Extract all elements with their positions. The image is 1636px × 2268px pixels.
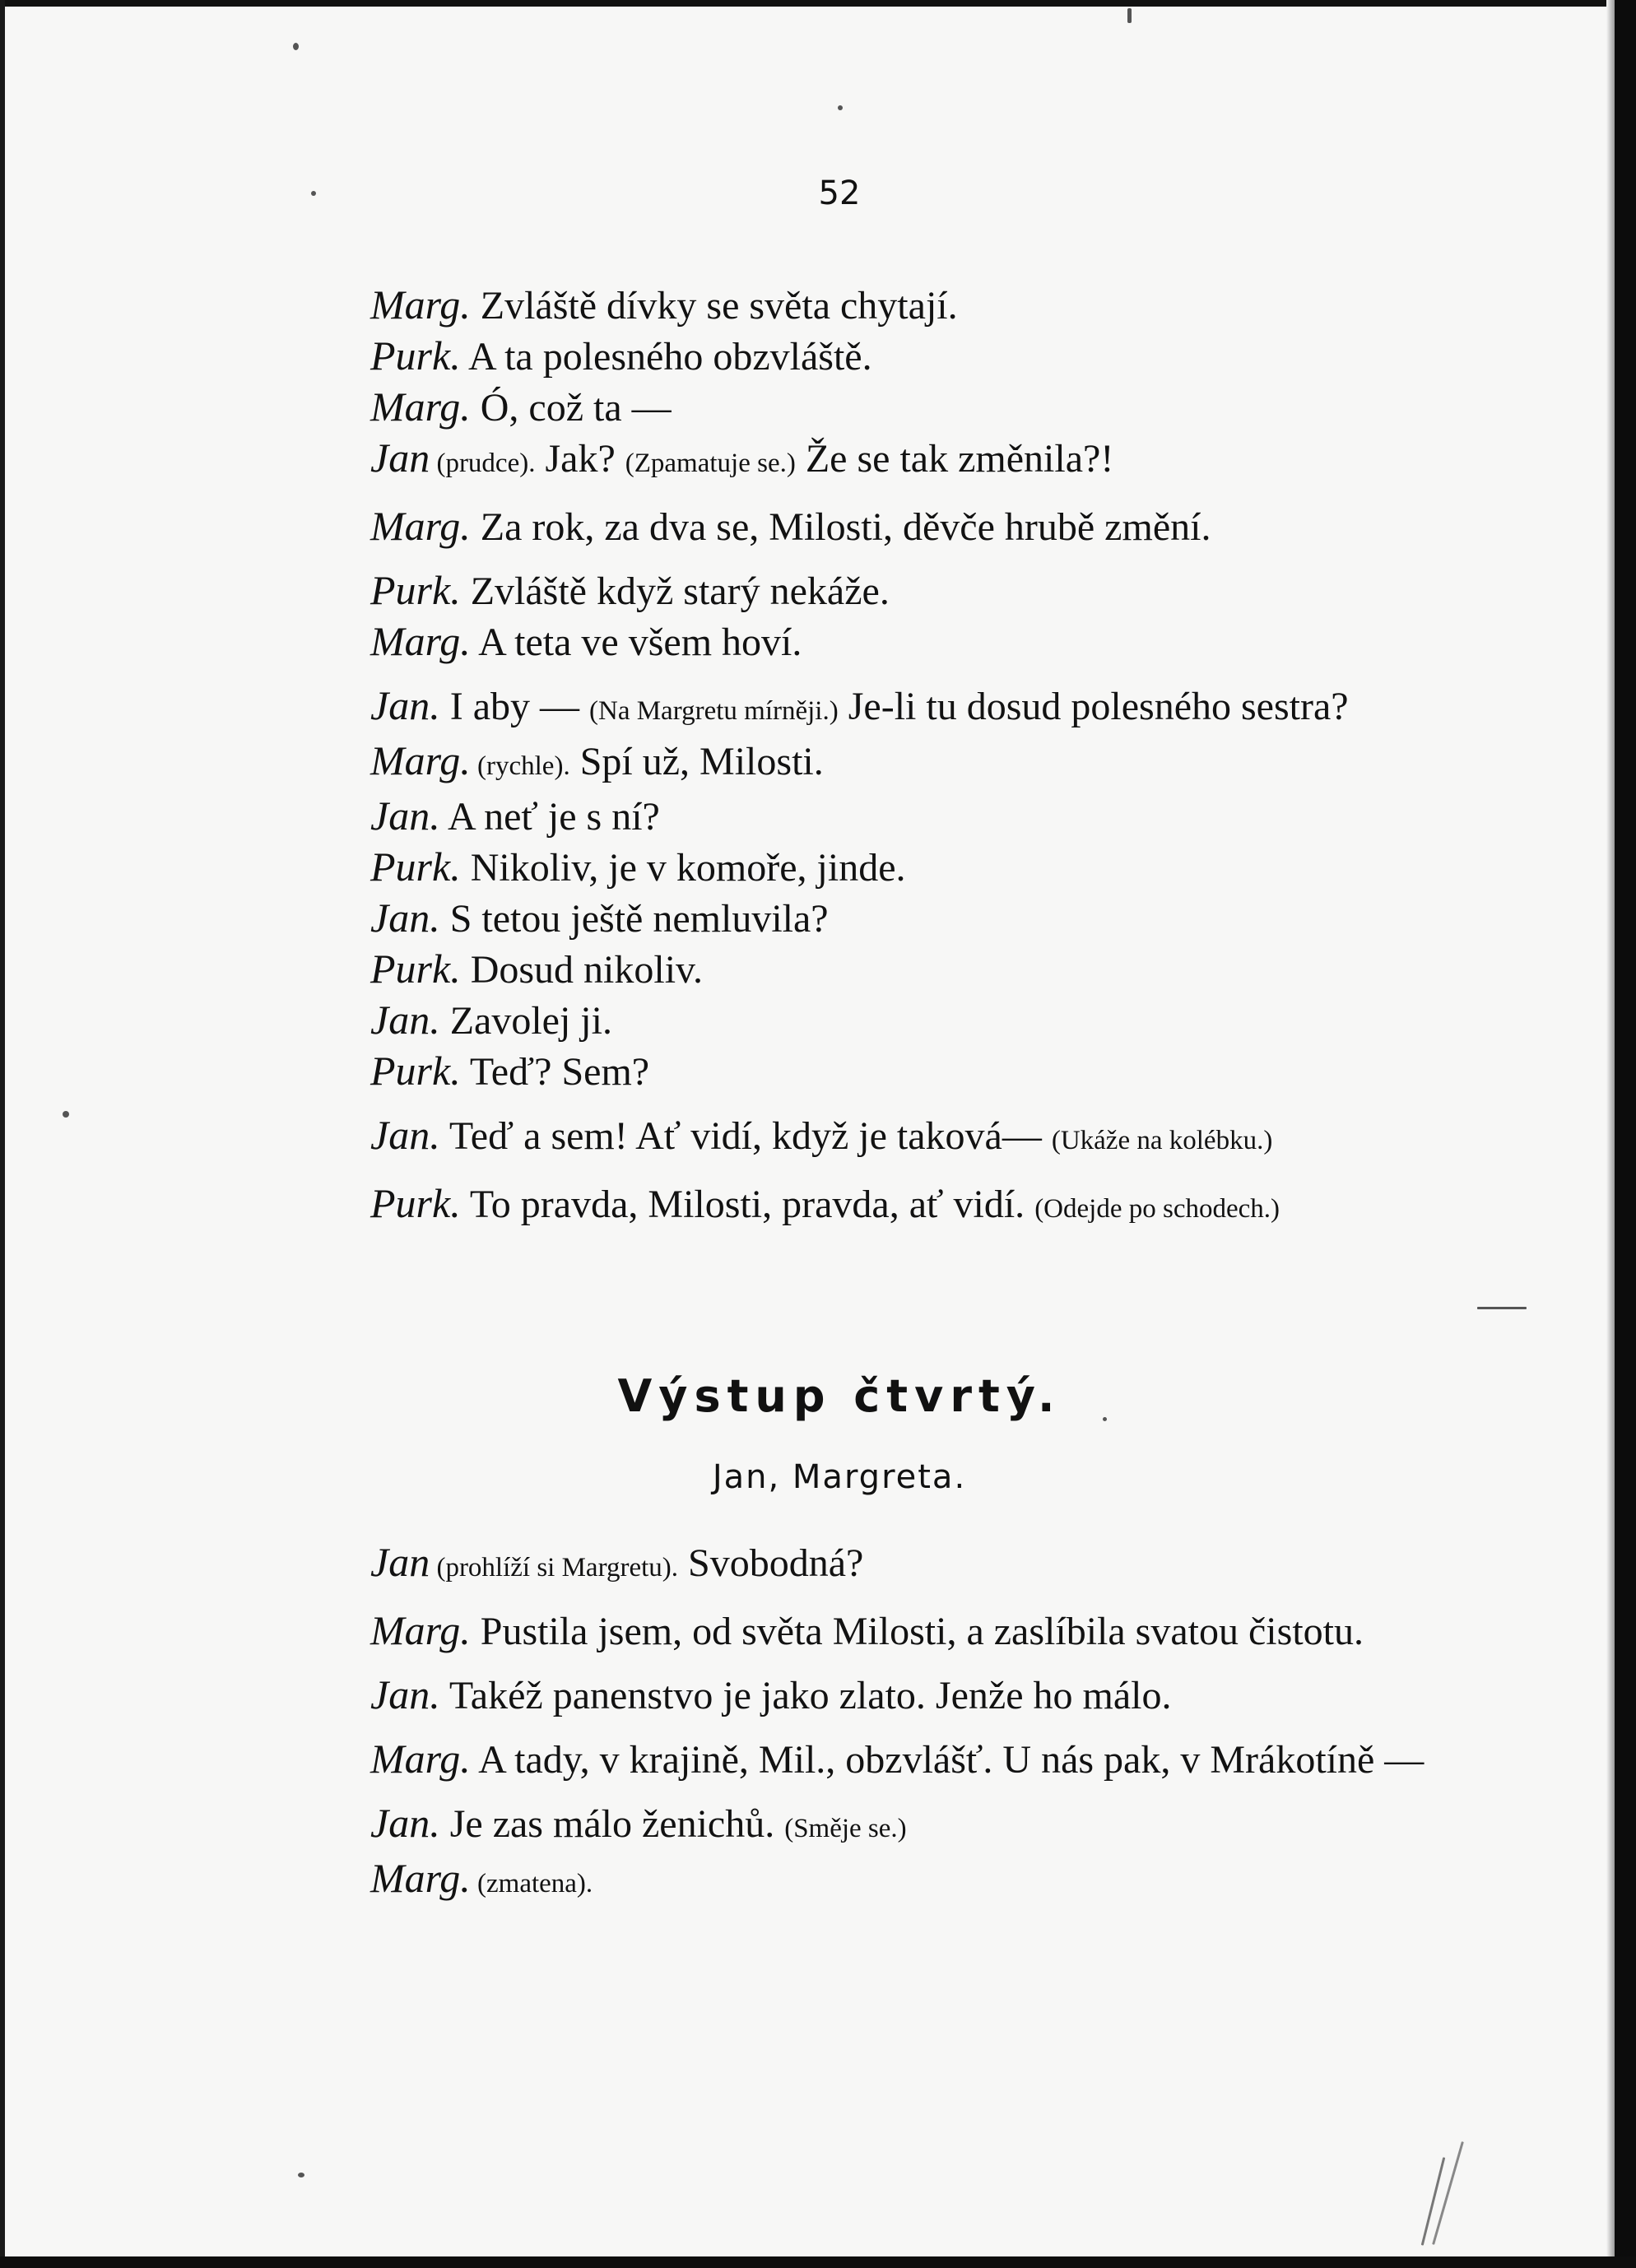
speaker-name: Marg.	[370, 503, 471, 549]
speaker-name: Marg.	[370, 1855, 471, 1901]
scene-heading: Výstup čtvrtý.	[617, 1370, 1062, 1422]
stage-direction: (Odejde po schodech.)	[1034, 1194, 1280, 1224]
dialogue-block	[268, 1537, 1425, 1908]
speaker-name: Marg.	[370, 737, 471, 783]
speaker-name: Jan.	[370, 895, 440, 941]
dialogue-line	[268, 681, 1425, 736]
speaker-name: Jan.	[370, 682, 440, 728]
speaker-name: Jan.	[370, 1671, 440, 1717]
scan-speck	[1477, 1307, 1527, 1309]
line-text: Spí už, Milosti.	[569, 740, 824, 783]
dialogue-line	[268, 1734, 1425, 1785]
stage-direction: (prohlíží si Margretu).	[430, 1553, 679, 1582]
stage-direction: (prudce).	[430, 448, 536, 478]
dialogue-line	[268, 1178, 1425, 1234]
dialogue-line	[268, 1670, 1425, 1721]
page-edge-shadow	[1606, 0, 1615, 2268]
page-edge-right	[1615, 0, 1636, 2268]
speaker-name: Jan.	[370, 1112, 440, 1158]
speaker-name: Purk.	[370, 332, 461, 379]
speaker-name: Purk.	[370, 844, 461, 890]
dialogue-line	[268, 893, 1425, 944]
scan-speck	[1127, 8, 1132, 23]
page-edge-bottom	[0, 2256, 1636, 2268]
speaker-name: Jan.	[370, 1800, 440, 1846]
dialogue-line	[268, 1606, 1425, 1657]
dialogue-line	[268, 565, 1425, 616]
speaker-name: Purk.	[370, 1180, 461, 1226]
line-text: A ta polesného obzvláště.	[460, 335, 872, 379]
dialogue-line	[268, 1110, 1425, 1165]
line-text: Ó, což ta —	[470, 386, 672, 430]
stage-direction: (Ukáže na kolébku.)	[1051, 1126, 1273, 1155]
line-text: Teď a sem! Ať vidí, když je taková—	[439, 1114, 1052, 1158]
dialogue-line	[268, 382, 1425, 433]
dialogue-block	[268, 280, 1425, 1234]
line-text: To pravda, Milosti, pravda, ať vidí.	[460, 1183, 1035, 1226]
stage-direction: (rychle).	[470, 751, 570, 781]
speaker-name: Marg.	[370, 1607, 471, 1653]
dialogue-line	[268, 280, 1425, 331]
stage-direction: (Směje se.)	[784, 1814, 907, 1843]
scan-speck	[838, 105, 843, 110]
scan-speck	[298, 2173, 304, 2177]
line-text: A teta ve všem hoví.	[470, 620, 802, 664]
line-text: Pustila jsem, od světa Milosti, a zaslíbila svatou čistotu.	[470, 1610, 1364, 1653]
line-text: Zvláště když starý nekáže.	[460, 569, 890, 613]
line-text: I aby —	[439, 685, 589, 728]
line-text: A tady, v krajině, Mil., obzvlášť. U nás pak, v Mrákotíně —	[470, 1738, 1425, 1782]
dialogue-line	[268, 1853, 1425, 1908]
dialogue-line	[268, 331, 1425, 382]
speaker-name: Jan	[370, 435, 430, 481]
stage-direction: (Zpamatuje se.)	[625, 448, 796, 478]
line-text: Dosud nikoliv.	[460, 948, 703, 992]
scan-speck	[63, 1111, 69, 1118]
dialogue-line	[268, 1537, 1425, 1592]
line-text: Je-li tu dosud polesného sestra?	[838, 685, 1349, 728]
speaker-name: Marg.	[370, 1736, 471, 1782]
dialogue-line	[268, 842, 1425, 893]
speaker-name: Marg.	[370, 281, 471, 328]
speaker-name: Marg.	[370, 383, 471, 430]
dialogue-line	[268, 791, 1425, 842]
page-edge-top	[0, 0, 1636, 7]
dialogue-line	[268, 433, 1425, 488]
line-text: Je zas málo ženichů.	[439, 1802, 785, 1846]
line-text: Svobodná?	[678, 1541, 864, 1585]
scene-cast: Jan, Margreta.	[712, 1458, 967, 1496]
speaker-name: Jan	[370, 1539, 430, 1585]
line-text: Jak?	[535, 437, 625, 481]
dialogue-line	[268, 616, 1425, 667]
dialogue-line	[268, 995, 1425, 1046]
line-text: Zavolej ji.	[439, 999, 612, 1043]
dialogue-line	[268, 736, 1425, 791]
line-text: Teď? Sem?	[460, 1050, 650, 1094]
page-edge-left	[0, 0, 5, 2268]
dialogue-line	[268, 1798, 1425, 1853]
line-text: Zvláště dívky se světa chytají.	[470, 284, 958, 328]
line-text: Takéž panenstvo je jako zlato. Jenže ho málo.	[439, 1674, 1172, 1717]
speaker-name: Purk.	[370, 1048, 461, 1094]
speaker-name: Jan.	[370, 997, 440, 1043]
dialogue-line	[268, 501, 1425, 552]
speaker-name: Marg.	[370, 618, 471, 664]
stage-direction: (Na Margretu mírněji.)	[589, 696, 839, 726]
line-text: Nikoliv, je v komoře, jinde.	[460, 846, 906, 890]
scan-speck	[1432, 2141, 1464, 2245]
scan-speck	[1421, 2157, 1446, 2245]
line-text: Že se tak změnila?!	[795, 437, 1114, 481]
speaker-name: Jan.	[370, 792, 440, 839]
line-text: Za rok, za dva se, Milosti, děvče hrubě změní.	[470, 505, 1211, 549]
stage-direction: (zmatena).	[470, 1869, 593, 1899]
speaker-name: Purk.	[370, 567, 461, 613]
dialogue-line	[268, 944, 1425, 995]
dialogue-line	[268, 1046, 1425, 1097]
speaker-name: Purk.	[370, 946, 461, 992]
page-number: 52	[818, 174, 861, 212]
line-text: A neť je s ní?	[439, 795, 660, 839]
line-text: S tetou ještě nemluvila?	[439, 897, 829, 941]
scan-speck	[293, 43, 299, 50]
